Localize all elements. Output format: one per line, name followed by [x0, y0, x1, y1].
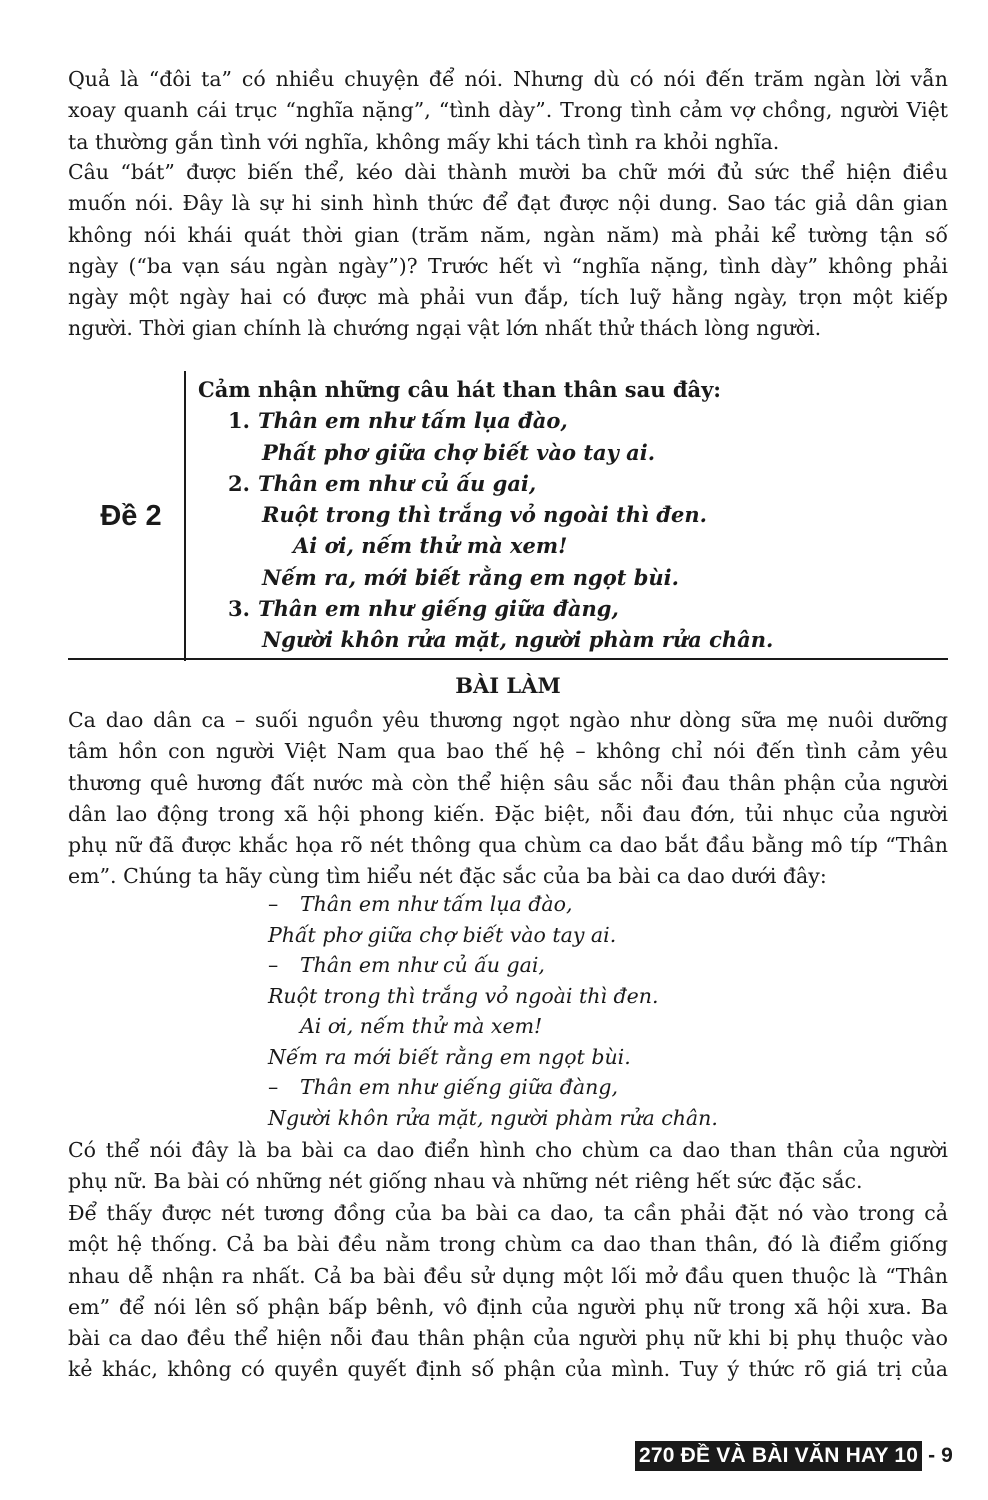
text-line: em”. Chúng ta hãy cùng tìm hiểu nét đặc sắc của ba bài ca dao dưới đây: [68, 864, 827, 889]
analysis-paragraph [68, 157, 948, 345]
text-line: Quả là “đôi ta” có nhiều chuyện để nói. Nhưng dù có nói đến trăm ngàn lời vẫn [68, 67, 948, 91]
topic-body [198, 374, 938, 656]
text-line: ngày một ngày hai có được mà phải vun đắp, tích luỹ hằng ngày, trọn một kiếp [68, 285, 948, 310]
text-line: tâm hồn con người Việt Nam qua bao thế hệ – không chỉ nói đến tình cảm yêu [68, 739, 948, 764]
quote-line: – Thân em như củ ấu gai, [268, 953, 545, 977]
comparison-paragraph [68, 1135, 948, 1198]
page-footer [635, 1441, 953, 1471]
book-title-badge: 270 ĐỀ VÀ BÀI VĂN HAY 10 [635, 1441, 922, 1471]
text-line: em” để nói lên số phận bấp bênh, vô định của người phụ nữ trong xã hội xưa. Ba [68, 1294, 948, 1319]
text-line: xoay quanh cái trục “nghĩa nặng”, “tình dày”. Trong tình cảm vợ chồng, người Việt [68, 98, 948, 123]
topic-label: Đề 2 [100, 500, 162, 532]
topic-divider [184, 371, 186, 661]
text-line: Có thể nói đây là ba bài ca dao điển hình cho chùm ca dao than thân của người [68, 1138, 948, 1162]
text-line: bài ca dao đều thể hiện nỗi đau thân phận của người phụ nữ khi bị phụ thuộc vào [68, 1326, 948, 1351]
text-line: người. Thời gian chính là chướng ngại vật lớn nhất thử thách lòng người. [68, 316, 822, 341]
quote-line: Phất phơ giữa chợ biết vào tay ai. [268, 922, 617, 947]
quoted-poem [268, 889, 868, 1133]
text-line: phụ nữ. Ba bài có những nét giống nhau và những nét riêng hết sức đặc sắc. [68, 1169, 863, 1194]
poem-line: 2. Thân em như củ ấu gai, [228, 470, 537, 496]
footer-separator: - [928, 1444, 936, 1467]
topic-bottom-rule [68, 658, 948, 660]
text-line: Ca dao dân ca – suối nguồn yêu thương ngọt ngào như dòng sữa mẹ nuôi dưỡng [68, 708, 948, 732]
quote-line: – Thân em như giếng giữa đàng, [268, 1075, 618, 1099]
poem-line: Nếm ra, mới biết rằng em ngọt bùi. [262, 564, 679, 590]
text-line: không nói khái quát thời gian (trăm năm, ngàn năm) mà phải kể tường tận số [68, 222, 948, 247]
quote-line: – Thân em như tấm lụa đào, [268, 892, 573, 916]
poem-line: 3. Thân em như giếng giữa đàng, [228, 596, 619, 622]
poem-line: Người khôn rửa mặt, người phàm rửa chân. [262, 627, 774, 653]
text-line: thương quê hương đất nước mà còn thể hiện sâu sắc nỗi đau thân phận của người [68, 770, 948, 795]
poem-line: 1. Thân em như tấm lụa đào, [228, 408, 568, 434]
poem-line: Ai ơi, nếm thử mà xem! [293, 533, 568, 559]
text-line: một hệ thống. Cả ba bài đều nằm trong chùm ca dao than thân, đó là điểm giống [68, 1232, 948, 1257]
quote-line: Nếm ra mới biết rằng em ngọt bùi. [268, 1044, 631, 1069]
topic-box [68, 368, 948, 661]
topic-prompt: Cảm nhận những câu hát than thân sau đây: [198, 377, 722, 402]
text-line: nhau dễ nhận ra nhất. Cả ba bài đều sử dụng một lối mở đầu quen thuộc là “Thân [68, 1263, 948, 1288]
quote-line: Người khôn rửa mặt, người phàm rửa chân. [268, 1105, 718, 1130]
section-title: BÀI LÀM [455, 673, 561, 698]
quote-line: Ai ơi, nếm thử mà xem! [300, 1014, 543, 1038]
similarity-paragraph [68, 1198, 948, 1386]
text-line: muốn nói. Đây là sự hi sinh hình thức để đạt được nội dung. Sao tác giả dân gian [68, 191, 948, 216]
poem-line: Ruột trong thì trắng vỏ ngoài thì đen. [262, 502, 707, 528]
poem-line: Phất phơ giữa chợ biết vào tay ai. [262, 439, 656, 465]
text-line: Câu “bát” được biến thể, kéo dài thành mười ba chữ mới đủ sức thể hiện điều [68, 160, 948, 184]
quote-line: Ruột trong thì trắng vỏ ngoài thì đen. [268, 983, 659, 1008]
text-line: dân lao động trong xã hội phong kiến. Đặc biệt, nỗi đau đớn, tủi nhục của người [68, 801, 948, 826]
essay-intro-paragraph [68, 705, 948, 893]
text-line: Để thấy được nét tương đồng của ba bài ca dao, ta cần phải đặt nó vào trong cả [68, 1201, 948, 1225]
text-line: ngày (“ba vạn sáu ngàn ngày”)? Trước hết vì “nghĩa nặng, tình dày” không phải [68, 253, 948, 278]
text-line: kẻ khác, không có quyền quyết định số phận của mình. Tuy ý thức rõ giá trị của [68, 1357, 948, 1382]
text-line: phụ nữ đã được khắc họa rõ nét thông qua chùm ca dao bắt đầu bằng mô típ “Thân [68, 833, 948, 858]
intro-paragraph [68, 64, 948, 158]
page-number: 9 [941, 1444, 953, 1467]
text-line: ta thường gắn tình với nghĩa, không mấy khi tách tình ra khỏi nghĩa. [68, 129, 780, 154]
